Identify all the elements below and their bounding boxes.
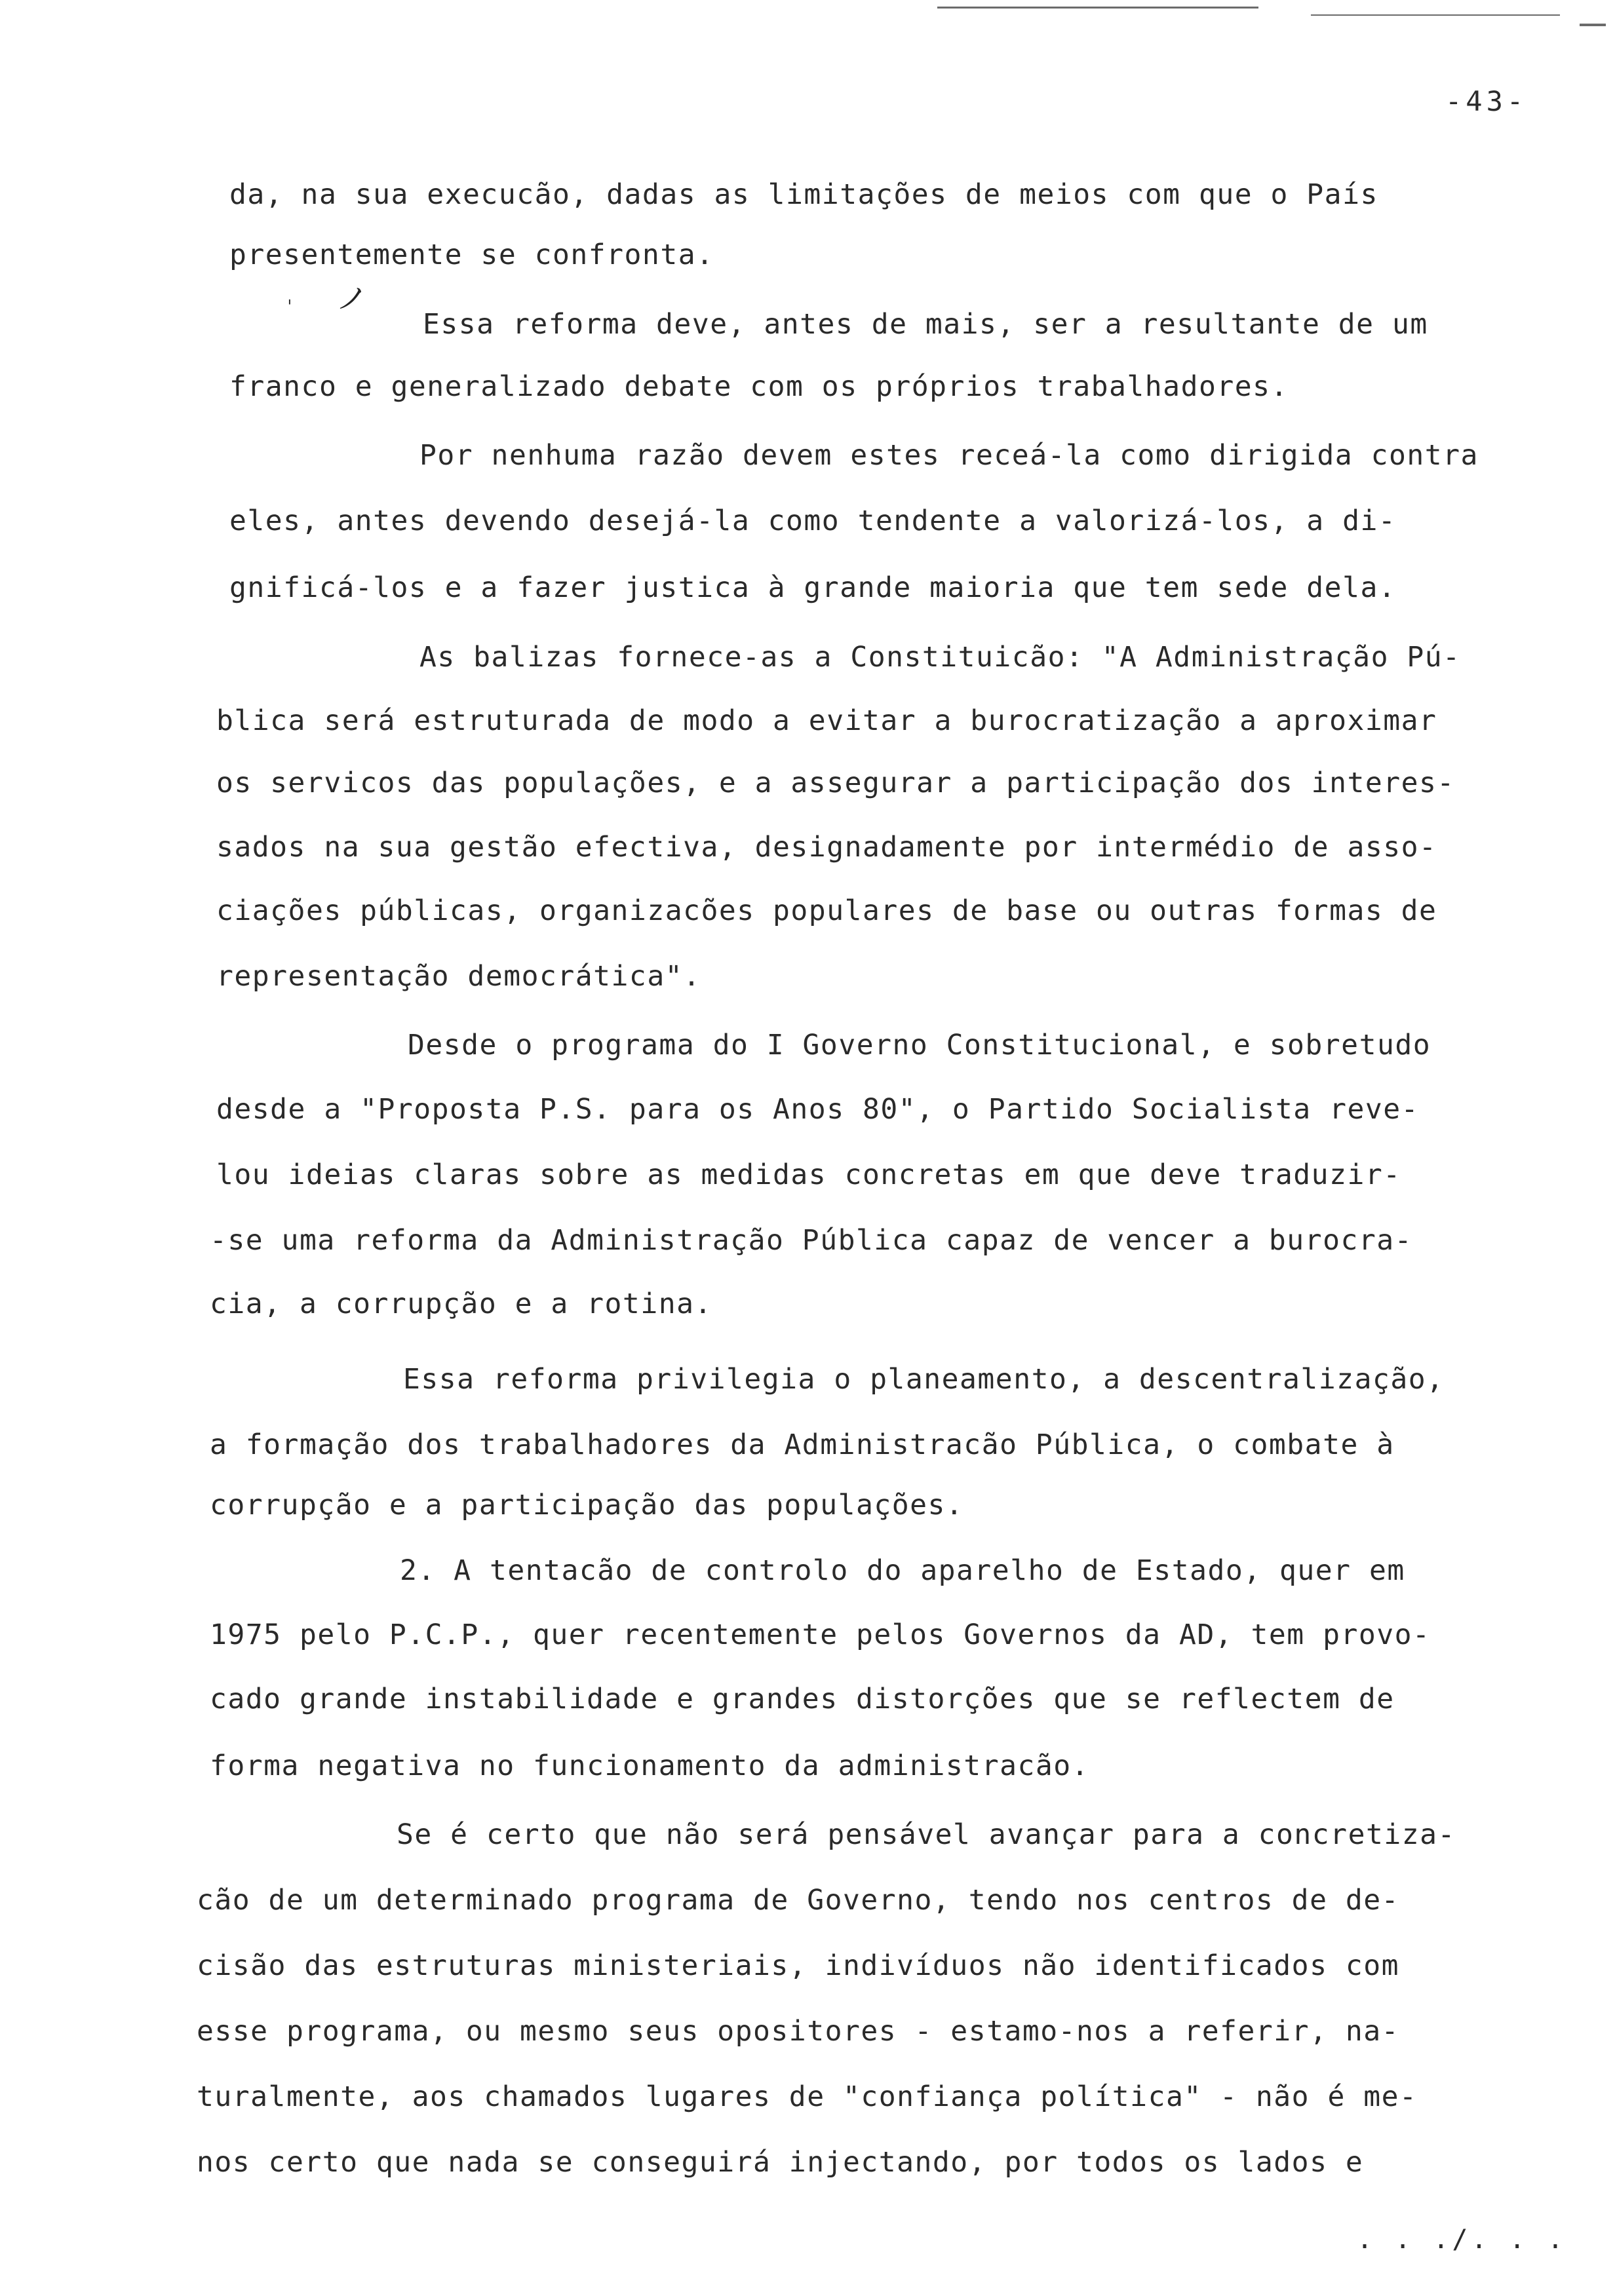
text-line: presentemente se confronta. bbox=[229, 239, 714, 271]
text-line: cão de um determinado programa de Governo, tendo nos centros de de- bbox=[197, 1884, 1400, 1917]
text-line: Desde o programa do I Governo Constitucional, e sobretudo bbox=[408, 1029, 1431, 1062]
text-line: ciações públicas, organizacões populares de base ou outras formas de bbox=[216, 894, 1437, 927]
text-line: blica será estruturada de modo a evitar a burocratização a aproximar bbox=[216, 704, 1437, 737]
text-line: 2. A tentacão de controlo do aparelho de Estado, quer em bbox=[400, 1554, 1405, 1587]
text-line: esse programa, ou mesmo seus opositores - estamo-nos a referir, na- bbox=[197, 2015, 1400, 2048]
text-line: cia, a corrupção e a rotina. bbox=[210, 1288, 712, 1320]
text-line: sados na sua gestão efectiva, designadamente por intermédio de asso- bbox=[216, 831, 1437, 864]
text-line: cisão das estruturas ministeriais, indivíduos não identificados com bbox=[197, 1949, 1400, 1982]
text-line: turalmente, aos chamados lugares de "confiança política" - não é me- bbox=[197, 2080, 1418, 2113]
pen-mark: ﾉ bbox=[336, 278, 366, 322]
page-number: -43- bbox=[1445, 85, 1528, 117]
pen-mark: ˈ bbox=[287, 296, 292, 318]
text-line: corrupção e a participação das populações. bbox=[210, 1489, 964, 1521]
top-scan-rule bbox=[937, 7, 1258, 9]
continuation-marker: . . ./. . . bbox=[1357, 2225, 1566, 2255]
text-line: a formação dos trabalhadores da Administracão Pública, o combate à bbox=[210, 1428, 1395, 1461]
text-line: representação democrática". bbox=[216, 960, 701, 993]
text-line: Essa reforma privilegia o planeamento, a descentralização, bbox=[403, 1363, 1445, 1396]
text-line: da, na sua execucão, dadas as limitações de meios com que o País bbox=[229, 178, 1378, 211]
text-line: franco e generalizado debate com os próprios trabalhadores. bbox=[229, 370, 1289, 403]
text-line: Se é certo que não será pensável avançar para a concretiza- bbox=[397, 1818, 1456, 1851]
text-line: Essa reforma deve, antes de mais, ser a resultante de um bbox=[423, 308, 1428, 341]
top-scan-rule bbox=[1580, 24, 1606, 26]
text-line: nos certo que nada se conseguirá injectando, por todos os lados e bbox=[197, 2146, 1364, 2179]
text-line: cado grande instabilidade e grandes distorções que se reflectem de bbox=[210, 1683, 1395, 1715]
text-line: 1975 pelo P.C.P., quer recentemente pelos Governos da AD, tem provo- bbox=[210, 1618, 1431, 1651]
text-line: As balizas fornece-as a Constituicão: "A Administração Pú- bbox=[419, 641, 1461, 674]
text-line: os servicos das populações, e a assegurar a participação dos interes- bbox=[216, 767, 1455, 799]
text-line: Por nenhuma razão devem estes receá-la como dirigida contra bbox=[419, 439, 1479, 472]
text-line: forma negativa no funcionamento da administracão. bbox=[210, 1750, 1090, 1782]
text-line: -se uma reforma da Administração Pública capaz de vencer a burocra- bbox=[210, 1224, 1413, 1257]
text-line: gnificá-los e a fazer justica à grande maioria que tem sede dela. bbox=[229, 571, 1397, 604]
text-line: eles, antes devendo desejá-la como tendente a valorizá-los, a di- bbox=[229, 505, 1397, 537]
top-scan-rule bbox=[1311, 14, 1560, 16]
text-line: desde a "Proposta P.S. para os Anos 80", o Partido Socialista reve- bbox=[216, 1093, 1420, 1126]
text-line: lou ideias claras sobre as medidas concretas em que deve traduzir- bbox=[216, 1158, 1401, 1191]
